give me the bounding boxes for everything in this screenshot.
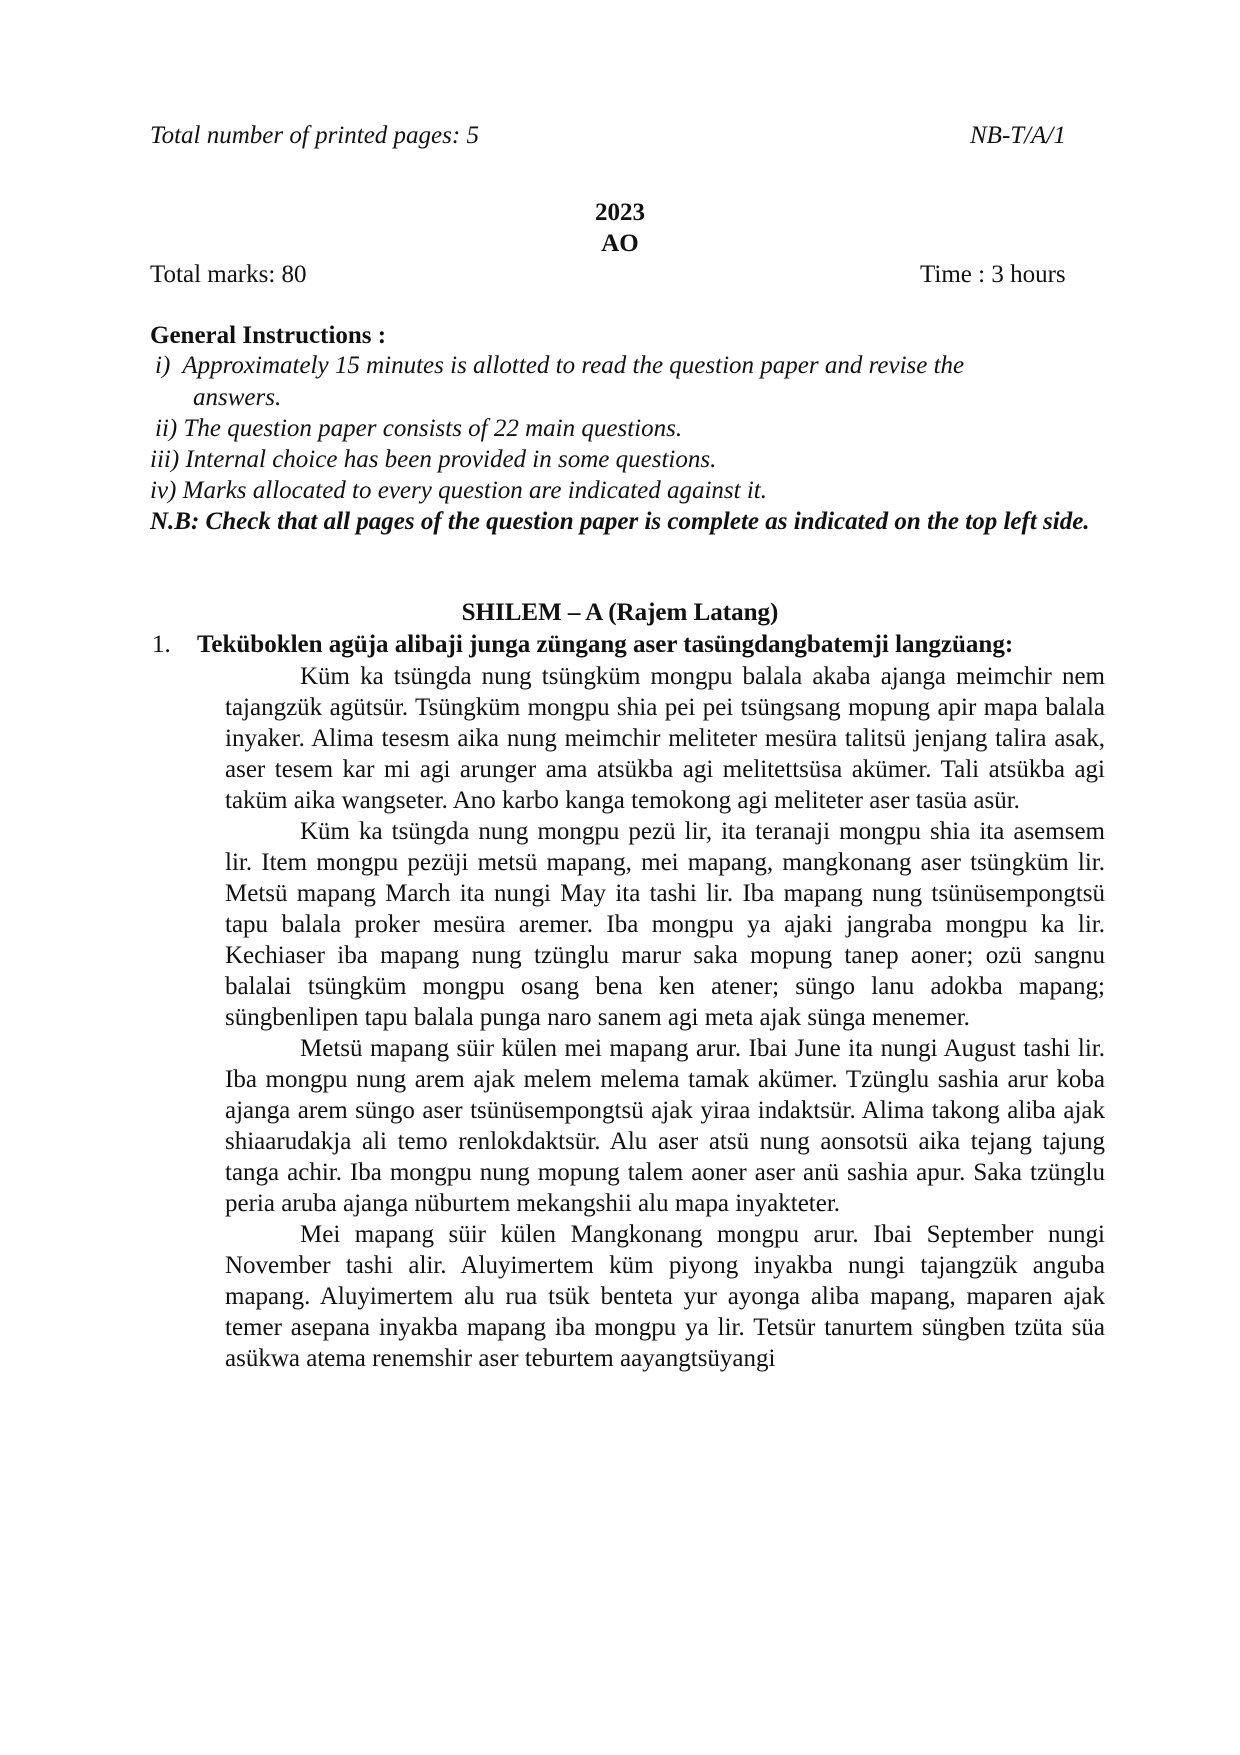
- instruction-text: The question paper consists of 22 main questions.: [183, 415, 683, 442]
- exam-year: 2023: [595, 199, 645, 226]
- instruction-item: [155, 350, 1115, 413]
- printed-pages-note: Total number of printed pages: 5: [150, 122, 479, 149]
- passage-paragraph: Küm ka tsüngda nung tsüngküm mongpu balala akaba ajanga meimchir nem tajangzük agütsür. Tsüngküm mongpu shia pei pei tsüngsang mopung apir mapa balala inyaker. Alima tesesm aika nung meimchir meliteter mesüra talitsü jenjang talira asak, aser tesem kar mi agi arunger ama atsükba agi melitettsüsa akümer. Tali atsükba agi taküm aika wangseter. Ano karbo kanga temokong agi meliteter aser tasüa asür.: [225, 663, 1105, 814]
- instruction-text: Internal choice has been provided in some questions.: [185, 446, 717, 473]
- question-1: [0, 630, 1240, 661]
- passage-paragraph: Mei mapang süir külen Mangkonang mongpu arur. Ibai September nungi November tashi alir. Aluyimertem küm piyong inyakba nungi tajangzük anguba mapang. Aluyimertem alu rua tsük benteta yur ayonga aliba mapang, maparen ajak temer asepana inyakba mapang iba mongpu ya lir. Tetsür tanurtem süngben tzüta süa asükwa atema renemshir aser teburtem aayangtsüyangi: [225, 1221, 1105, 1372]
- exam-subject: AO: [601, 230, 639, 257]
- instruction-number: iv): [150, 477, 177, 504]
- instruction-item: [150, 475, 1110, 507]
- instructions-title: General Instructions :: [150, 322, 387, 349]
- paper-code: NB-T/A/1: [970, 122, 1066, 149]
- exam-time: Time : 3 hours: [920, 261, 1066, 288]
- passage: [225, 661, 1105, 1374]
- question-number: 1.: [152, 631, 171, 658]
- instruction-text: Approximately 15 minutes is allotted to read the question paper and revise the: [182, 352, 965, 379]
- passage-paragraph: Metsü mapang süir külen mei mapang arur. Ibai June ita nungi August tashi lir. Iba mongpu nung arem ajak melem melema tamak akümer. Tzünglu sashia arur koba ajanga arem süngo aser tsünüsempongtsü ajak yiraa indaktsür. Alima takong aliba ajak shiaarudakja ali temo renlokdaktsür. Alu aser atsü nung aonsotsü aika tejang tajung tanga achir. Iba mongpu nung mopung talem aoner aser anü sashia apur. Saka tzünglu peria aruba ajanga nüburtem mekangshii alu mapa inyakteter.: [225, 1035, 1105, 1217]
- instruction-text-continued: answers.: [193, 383, 282, 411]
- instruction-number: ii): [155, 415, 178, 442]
- nb-note: N.B: Check that all pages of the question paper is complete as indicated on the top left side.: [150, 508, 1090, 535]
- instruction-item: [150, 444, 1110, 476]
- instruction-number: i): [155, 352, 171, 379]
- instruction-number: iii): [150, 446, 180, 473]
- total-marks: Total marks: 80: [150, 261, 307, 288]
- section-title: SHILEM – A (Rajem Latang): [461, 599, 779, 626]
- instruction-text: Marks allocated to every question are indicated against it.: [182, 477, 767, 504]
- instruction-item: [155, 413, 1115, 445]
- passage-paragraph: Küm ka tsüngda nung mongpu pezü lir, ita teranaji mongpu shia ita asemsem lir. Item mongpu pezüji metsü mapang, mei mapang, mangkonang aser tsüngküm lir. Metsü mapang March ita nungi May ita tashi lir. Iba mapang nung tsünüsempongtsü tapu balala proker mesüra aremer. Iba mongpu ya ajaki jangraba mongpu ka lir. Kechiaser iba mapang nung tzünglu marur saka mopung tanep aoner; ozü sangnu balalai tsüngküm mongpu osang bena ken atener; süngo lanu adokba mapang; süngbenlipen tapu balala punga naro sanem agi meta ajak sünga menemer.: [225, 818, 1105, 1031]
- question-text: Teküboklen agüja alibaji junga züngang aser tasüngdangbatemji langzüang:: [197, 631, 1014, 658]
